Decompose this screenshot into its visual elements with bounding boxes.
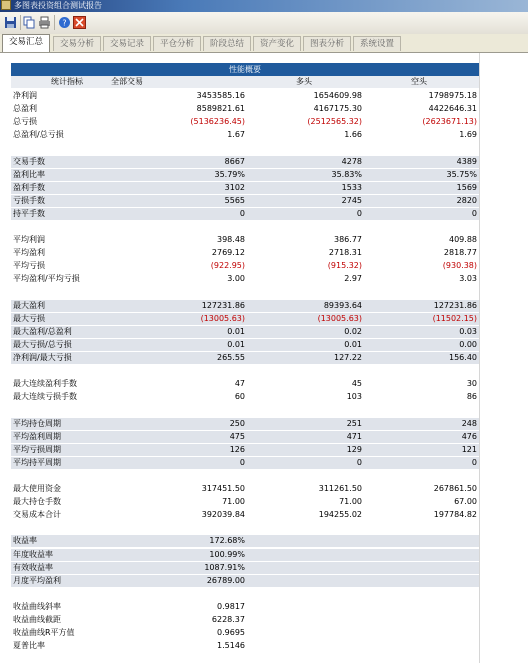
table-row (11, 549, 479, 561)
table-row (11, 169, 479, 181)
metric-label: 最大连续盈利手数 (13, 379, 77, 389)
panel-border (479, 53, 480, 663)
table-row (11, 195, 479, 207)
table-row (11, 129, 479, 141)
value-all-trades: 0 (239, 208, 245, 218)
table-row (11, 352, 479, 364)
table-row (11, 614, 479, 626)
value-all-trades: 317451.50 (201, 484, 245, 493)
table-row (11, 260, 479, 272)
value-all-trades: 0.01 (227, 339, 245, 349)
metric-label: 交易成本合计 (13, 510, 61, 520)
value-short: (11502.15) (432, 313, 477, 323)
value-all-trades: 1.67 (227, 130, 245, 140)
value-all-trades: 0.9695 (217, 628, 245, 638)
section-title: 性能概要 (11, 63, 479, 76)
value-long: 1654609.98 (313, 91, 362, 100)
metric-label: 最大盈利/总盈利 (13, 326, 72, 336)
metric-label: 持平手数 (13, 208, 45, 218)
table-row (11, 182, 479, 194)
copy-icon[interactable] (22, 15, 37, 30)
table-row (11, 103, 479, 115)
value-long: 0 (356, 208, 362, 218)
value-short: 4389 (456, 156, 477, 166)
tab-trade-records[interactable]: 交易记录 (103, 36, 151, 51)
value-all-trades: 3453585.16 (196, 91, 245, 100)
value-all-trades: 26789.00 (206, 575, 245, 585)
tab-bar (0, 34, 528, 53)
value-all-trades: 35.79% (214, 169, 245, 179)
help-icon[interactable] (57, 15, 72, 30)
report-panel (0, 53, 528, 663)
table-row (11, 378, 479, 390)
tab-chart-analysis[interactable]: 图表分析 (303, 36, 351, 51)
value-short: 3.03 (459, 274, 477, 284)
title-bar (0, 0, 528, 12)
spacer-row (11, 287, 479, 299)
spacer-row (11, 365, 479, 377)
value-all-trades: (5136236.45) (190, 117, 245, 127)
value-short: 409.88 (449, 235, 477, 245)
metric-label: 总盈利 (13, 104, 37, 114)
value-short: 1798975.18 (428, 91, 477, 100)
value-long: 311261.50 (318, 484, 362, 493)
table-row (11, 535, 479, 547)
value-all-trades: 126 (229, 444, 245, 454)
value-short: 86 (466, 392, 477, 402)
app-icon (1, 0, 11, 10)
metric-label: 收益曲线斜率 (13, 601, 61, 611)
metric-label: 收益率 (13, 536, 37, 546)
value-all-trades: 60 (234, 392, 245, 402)
value-long: 386.77 (334, 235, 362, 245)
value-all-trades: 265.55 (217, 353, 245, 362)
table-row (11, 575, 479, 587)
value-long: 71.00 (339, 497, 362, 507)
toolbar-separator (20, 15, 21, 30)
value-long: 1.66 (344, 130, 362, 140)
value-short: 267861.50 (433, 484, 477, 493)
tab-system-settings[interactable]: 系统设置 (353, 36, 401, 51)
metric-label: 最大使用资金 (13, 484, 61, 493)
value-long: (13005.63) (317, 313, 362, 323)
value-long: 194255.02 (318, 510, 362, 520)
table-row (11, 208, 479, 220)
tab-asset-change[interactable]: 资产变化 (253, 36, 301, 51)
metric-label: 盈利比率 (13, 169, 45, 179)
value-all-trades: 475 (229, 431, 245, 441)
table-row (11, 457, 479, 469)
value-long: 35.83% (331, 169, 362, 179)
window-title: 多图表投资组合测试报告 (14, 1, 102, 10)
value-all-trades: 3102 (224, 182, 245, 192)
spacer-row (11, 404, 479, 416)
close-icon[interactable] (72, 15, 87, 30)
value-long: 471 (346, 431, 362, 441)
metric-label: 最大持仓手数 (13, 497, 61, 507)
value-all-trades: 8589821.61 (196, 104, 245, 114)
value-long: 2718.31 (328, 248, 362, 258)
value-short: 0.00 (459, 339, 477, 349)
value-short: 2818.77 (443, 248, 477, 258)
value-long: 0 (356, 457, 362, 467)
table-row (11, 509, 479, 521)
table-row (11, 156, 479, 168)
value-all-trades: 100.99% (209, 549, 245, 559)
metric-label: 交易手数 (13, 156, 45, 166)
metric-label: 夏普比率 (13, 641, 45, 651)
metric-label: 盈利手数 (13, 182, 45, 192)
table-row (11, 640, 479, 652)
metric-label: 净利润/最大亏损 (13, 353, 72, 362)
column-header: 全部交易 (111, 77, 143, 86)
spacer-row (11, 142, 479, 154)
table-row (11, 444, 479, 456)
table-row (11, 300, 479, 312)
tab-stage-summary[interactable]: 阶段总结 (203, 36, 251, 51)
value-short: 35.75% (446, 169, 477, 179)
metric-label: 年度收益率 (13, 549, 53, 559)
metric-label: 平均持平周期 (13, 457, 61, 467)
metric-label: 总亏损 (13, 117, 37, 127)
value-short: (2623671.13) (422, 117, 477, 127)
column-header-row (11, 76, 479, 88)
metric-label: 最大盈利 (13, 300, 45, 310)
table-row (11, 496, 479, 508)
table-row (11, 627, 479, 639)
value-all-trades: 1087.91% (204, 562, 245, 572)
table-row (11, 90, 479, 102)
value-all-trades: 47 (234, 379, 245, 389)
value-short: 0.03 (459, 326, 477, 336)
value-short: 197784.82 (433, 510, 477, 520)
metric-label: 净利润 (13, 91, 37, 100)
table-row (11, 483, 479, 495)
save-icon[interactable] (3, 15, 18, 30)
value-long: 0.01 (344, 339, 362, 349)
value-all-trades: 0.01 (227, 326, 245, 336)
metric-label: 收益曲线R平方值 (13, 628, 75, 638)
value-short: 127231.86 (433, 300, 477, 310)
tab-trade-analysis[interactable]: 交易分析 (53, 36, 101, 51)
value-short: 156.40 (449, 353, 477, 362)
table-row (11, 431, 479, 443)
value-short: 0 (471, 457, 477, 467)
value-all-trades: 2769.12 (211, 248, 245, 258)
tab-close-analysis[interactable]: 平仓分析 (153, 36, 201, 51)
value-short: 67.00 (454, 497, 477, 507)
value-long: 4278 (341, 156, 362, 166)
value-long: 89393.64 (323, 300, 362, 310)
value-all-trades: 5565 (224, 195, 245, 205)
value-all-trades: 6228.37 (211, 615, 245, 624)
value-short: 0 (471, 208, 477, 218)
value-short: 476 (461, 431, 477, 441)
table-row (11, 116, 479, 128)
value-all-trades: 392039.84 (201, 510, 245, 520)
value-all-trades: 3.00 (227, 274, 245, 284)
value-long: 103 (346, 392, 362, 402)
value-all-trades: 71.00 (222, 497, 245, 507)
value-all-trades: 398.48 (217, 235, 245, 245)
metric-label: 亏损手数 (13, 195, 45, 205)
value-long: (2512565.32) (307, 117, 362, 127)
value-all-trades: 127231.86 (201, 300, 245, 310)
metric-label: 收益曲线截距 (13, 615, 61, 624)
value-all-trades: (922.95) (210, 261, 245, 271)
value-short: 30 (466, 379, 477, 389)
value-long: (915.32) (327, 261, 362, 271)
value-long: 251 (346, 418, 362, 428)
metric-label: 有效收益率 (13, 562, 53, 572)
table-row (11, 273, 479, 285)
value-long: 2.97 (344, 274, 362, 284)
value-short: 2820 (456, 195, 477, 205)
table-row (11, 601, 479, 613)
value-long: 0.02 (344, 326, 362, 336)
table-row (11, 418, 479, 430)
value-long: 127.22 (334, 353, 362, 362)
value-long: 2745 (341, 195, 362, 205)
value-all-trades: 8667 (224, 156, 245, 166)
value-short: 1.69 (459, 130, 477, 140)
toolbar (0, 12, 528, 35)
value-all-trades: 0.9817 (217, 601, 245, 611)
table-row (11, 391, 479, 403)
column-header: 多头 (296, 77, 312, 86)
value-long: 45 (351, 379, 362, 389)
value-all-trades: (13005.63) (200, 313, 245, 323)
value-all-trades: 250 (229, 418, 245, 428)
table-row (11, 562, 479, 574)
metric-label: 最大连续亏损手数 (13, 392, 77, 402)
value-short: 121 (461, 444, 477, 454)
table-row (11, 247, 479, 259)
table-row (11, 326, 479, 338)
value-long: 1533 (341, 182, 362, 192)
spacer-row (11, 470, 479, 482)
spacer-row (11, 221, 479, 233)
table-row (11, 313, 479, 325)
metric-label: 平均亏损周期 (13, 444, 61, 454)
value-all-trades: 172.68% (209, 536, 245, 546)
value-short: 248 (461, 418, 477, 428)
value-short: 1569 (456, 182, 477, 192)
table-row (11, 339, 479, 351)
metric-label: 最大亏损/总亏损 (13, 339, 72, 349)
value-short: 4422646.31 (428, 104, 477, 114)
value-short: (930.38) (442, 261, 477, 271)
spacer-row (11, 588, 479, 600)
toolbar-separator (54, 15, 55, 30)
metric-label: 平均持仓周期 (13, 418, 61, 428)
metric-label: 总盈利/总亏损 (13, 130, 64, 140)
value-all-trades: 0 (239, 457, 245, 467)
spacer-row (11, 522, 479, 534)
value-long: 129 (346, 444, 362, 454)
column-header: 空头 (411, 77, 427, 86)
column-header: 统计指标 (51, 77, 83, 86)
metric-label: 最大亏损 (13, 313, 45, 323)
print-icon[interactable] (37, 15, 52, 30)
metric-label: 平均盈利/平均亏损 (13, 274, 80, 284)
svg-text:?: ? (62, 18, 67, 28)
metric-label: 平均利润 (13, 235, 45, 245)
value-long: 4167175.30 (313, 104, 362, 114)
metric-label: 平均盈利周期 (13, 431, 61, 441)
metric-label: 月度平均盈利 (13, 575, 61, 585)
metric-label: 平均盈利 (13, 248, 45, 258)
tab-trade-summary[interactable]: 交易汇总 (2, 34, 50, 52)
table-row (11, 234, 479, 246)
value-all-trades: 1.5146 (217, 641, 245, 651)
metric-label: 平均亏损 (13, 261, 45, 271)
